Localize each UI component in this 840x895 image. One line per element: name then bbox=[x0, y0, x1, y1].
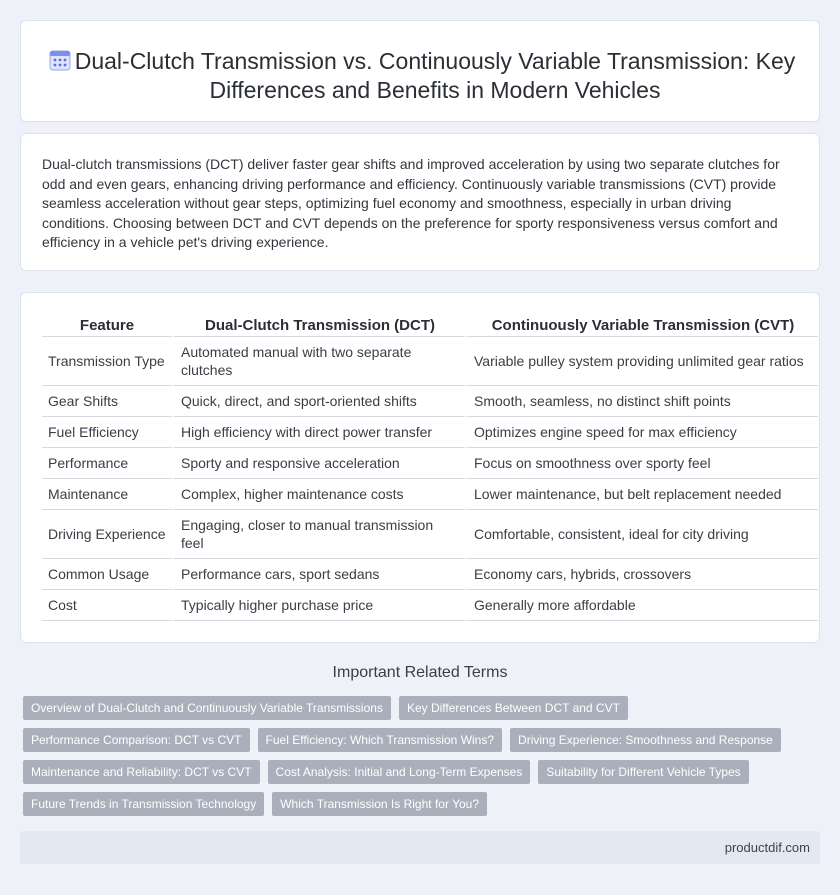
dct-cell: Quick, direct, and sport-oriented shifts bbox=[172, 386, 465, 417]
related-term-tag[interactable]: Future Trends in Transmission Technology bbox=[23, 792, 264, 816]
dct-cell: Sporty and responsive acceleration bbox=[172, 448, 465, 479]
intro-card bbox=[20, 133, 820, 271]
feature-cell: Maintenance bbox=[42, 479, 172, 510]
cvt-cell: Lower maintenance, but belt replacement needed bbox=[465, 479, 818, 510]
table-row bbox=[42, 590, 818, 621]
related-term-tag[interactable]: Which Transmission Is Right for You? bbox=[272, 792, 487, 816]
related-term-tag[interactable]: Performance Comparison: DCT vs CVT bbox=[23, 728, 250, 752]
related-term-tag[interactable]: Overview of Dual-Clutch and Continuously Variable Transmissions bbox=[23, 696, 391, 720]
related-terms-list bbox=[23, 696, 803, 816]
cvt-cell: Optimizes engine speed for max efficiency bbox=[465, 417, 818, 448]
cvt-cell: Variable pulley system providing unlimited gear ratios bbox=[465, 337, 818, 386]
column-header-feature: Feature bbox=[42, 315, 172, 337]
feature-cell: Cost bbox=[42, 590, 172, 621]
dct-cell: Typically higher purchase price bbox=[172, 590, 465, 621]
feature-cell: Driving Experience bbox=[42, 510, 172, 559]
column-header-cvt: Continuously Variable Transmission (CVT) bbox=[465, 315, 818, 337]
related-term-tag[interactable]: Driving Experience: Smoothness and Response bbox=[510, 728, 781, 752]
comparison-table bbox=[42, 315, 818, 621]
table-row bbox=[42, 417, 818, 448]
cvt-cell: Smooth, seamless, no distinct shift points bbox=[465, 386, 818, 417]
footer bbox=[20, 831, 820, 864]
intro-paragraph: Dual-clutch transmissions (DCT) deliver faster gear shifts and improved acceleration by using two separate clutches for odd and even gears, enhancing driving performance and efficiency. Continuously variable transmissions (CVT) provide seamless acceleration without gear steps, optimizing fuel economy and smoothness, especially in urban driving conditions. Choosing between DCT and CVT depends on the preference for sporty responsiveness versus comfort and efficiency in a vehicle pet's driving experience. bbox=[42, 156, 780, 250]
cvt-cell: Generally more affordable bbox=[465, 590, 818, 621]
feature-cell: Fuel Efficiency bbox=[42, 417, 172, 448]
comparison-table-card bbox=[20, 292, 820, 643]
dct-cell: High efficiency with direct power transfer bbox=[172, 417, 465, 448]
table-row bbox=[42, 337, 818, 386]
dct-cell: Complex, higher maintenance costs bbox=[172, 479, 465, 510]
table-header-row bbox=[42, 315, 818, 337]
related-term-tag[interactable]: Cost Analysis: Initial and Long-Term Expenses bbox=[268, 760, 531, 784]
footer-site-link[interactable]: productdif.com bbox=[724, 840, 810, 855]
related-terms-heading: Important Related Terms bbox=[332, 664, 508, 681]
page-title: Dual-Clutch Transmission vs. Continuously Variable Transmission: Key Differences and Benefits in Modern Vehicles bbox=[74, 48, 796, 103]
table-row bbox=[42, 510, 818, 559]
feature-cell: Performance bbox=[42, 448, 172, 479]
dct-cell: Automated manual with two separate clutches bbox=[172, 337, 465, 386]
table-row bbox=[42, 559, 818, 590]
cvt-cell: Economy cars, hybrids, crossovers bbox=[465, 559, 818, 590]
cvt-cell: Comfortable, consistent, ideal for city driving bbox=[465, 510, 818, 559]
related-term-tag[interactable]: Maintenance and Reliability: DCT vs CVT bbox=[23, 760, 260, 784]
table-row bbox=[42, 479, 818, 510]
dct-cell: Engaging, closer to manual transmission feel bbox=[172, 510, 465, 559]
feature-cell: Common Usage bbox=[42, 559, 172, 590]
table-row bbox=[42, 448, 818, 479]
related-term-tag[interactable]: Suitability for Different Vehicle Types bbox=[538, 760, 748, 784]
related-term-tag[interactable]: Fuel Efficiency: Which Transmission Wins? bbox=[258, 728, 503, 752]
dct-cell: Performance cars, sport sedans bbox=[172, 559, 465, 590]
cvt-cell: Focus on smoothness over sporty feel bbox=[465, 448, 818, 479]
feature-cell: Gear Shifts bbox=[42, 386, 172, 417]
related-term-tag[interactable]: Key Differences Between DCT and CVT bbox=[399, 696, 628, 720]
column-header-dct: Dual-Clutch Transmission (DCT) bbox=[172, 315, 465, 337]
table-row bbox=[42, 386, 818, 417]
feature-cell: Transmission Type bbox=[42, 337, 172, 386]
header-card bbox=[20, 20, 820, 122]
